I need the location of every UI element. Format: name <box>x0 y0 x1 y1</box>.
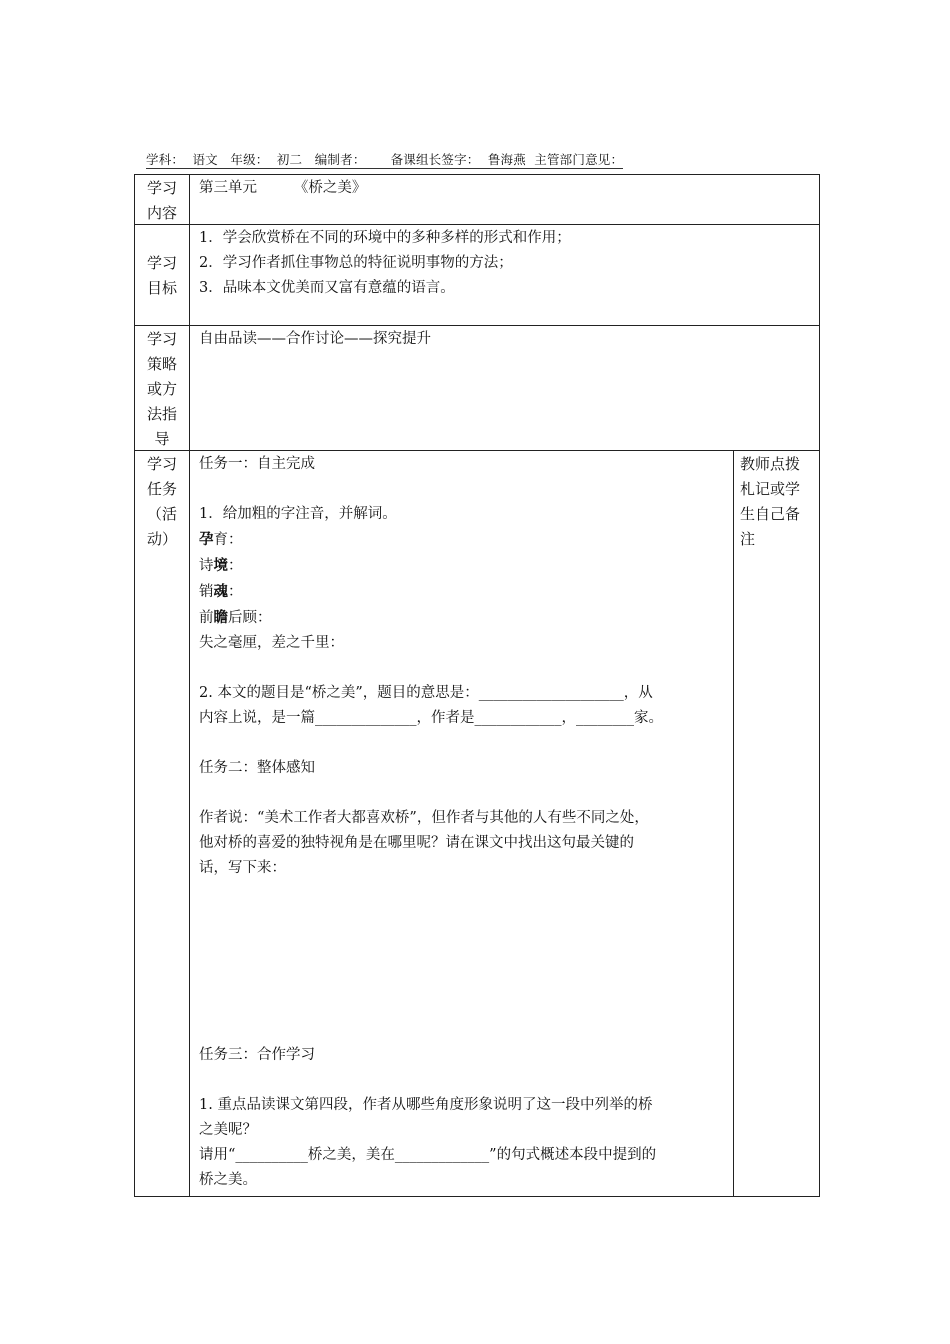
document-header: 学科： 语文 年级： 初二 编制者： 备课组长签字： 鲁海燕 主管部门意见： <box>146 152 624 167</box>
task3-prompt: 1. 重点品读课文第四段，作者从哪些角度形象说明了这一段中列举的桥 <box>199 1097 653 1113</box>
label-learning-goals: 学习 目标 <box>146 254 177 297</box>
word-item: 诗境： <box>199 557 243 574</box>
task1-question-2: 2. 本文的题目是“桥之美”，题目的意思是：____________________，从 <box>199 685 653 701</box>
idiom-item: 失之毫厘，差之千里： <box>199 635 344 651</box>
goal-item: 2．学习作者抓住事物总的特征说明事物的方法； <box>199 255 513 271</box>
task3-prompt-cont: 桥之美。 <box>199 1172 257 1188</box>
label-strategy: 学习 策略 或方 法指 导 <box>146 330 177 448</box>
row-divider-2 <box>134 325 820 326</box>
task2-title: 任务二：整体感知 <box>199 760 315 776</box>
word-item: 孕育： <box>199 531 243 548</box>
label-column-divider <box>189 174 190 1197</box>
task3-title: 任务三：合作学习 <box>199 1047 315 1063</box>
label-learning-content: 学习 内容 <box>146 179 177 222</box>
notes-column-divider <box>733 450 734 1197</box>
word-item: 销魂： <box>199 583 243 600</box>
task3-prompt-cont: 请用“__________桥之美，美在_____________”的句式概述本段中提到的 <box>199 1147 657 1163</box>
learning-tasks-content <box>199 452 727 1193</box>
task3-prompt-cont: 之美呢？ <box>199 1122 257 1138</box>
teacher-notes-label: 教师点拨 札记或学 生自己备 注 <box>740 455 801 548</box>
strategy-text: 自由品读——合作讨论——探究提升 <box>199 331 431 347</box>
label-learning-tasks: 学习 任务 （活 动） <box>146 455 177 548</box>
goal-item: 1．学会欣赏桥在不同的环境中的多种多样的形式和作用； <box>199 230 571 246</box>
task1-question-2-cont: 内容上说，是一篇______________，作者是____________，________家。 <box>199 710 663 726</box>
task1-title: 任务一：自主完成 <box>199 456 315 472</box>
goal-item: 3．品味本文优美而又富有意蕴的语言。 <box>199 280 455 296</box>
task2-prompt-cont: 话，写下来： <box>199 860 286 876</box>
row-divider-3 <box>134 450 820 451</box>
learning-goals-list <box>199 226 571 301</box>
task1-question-1: 1．给加粗的字注音，并解词。 <box>199 506 397 522</box>
task2-prompt-cont: 他对桥的喜爱的独特视角是在哪里呢？请在课文中找出这句最关键的 <box>199 835 634 851</box>
task2-prompt: 作者说：“美术工作者大都喜欢桥”，但作者与其他的人有些不同之处， <box>199 810 649 826</box>
learning-content-text: 第三单元 《桥之美》 <box>199 180 367 196</box>
row-divider-1 <box>134 224 820 225</box>
word-item: 前瞻后顾： <box>199 609 272 626</box>
